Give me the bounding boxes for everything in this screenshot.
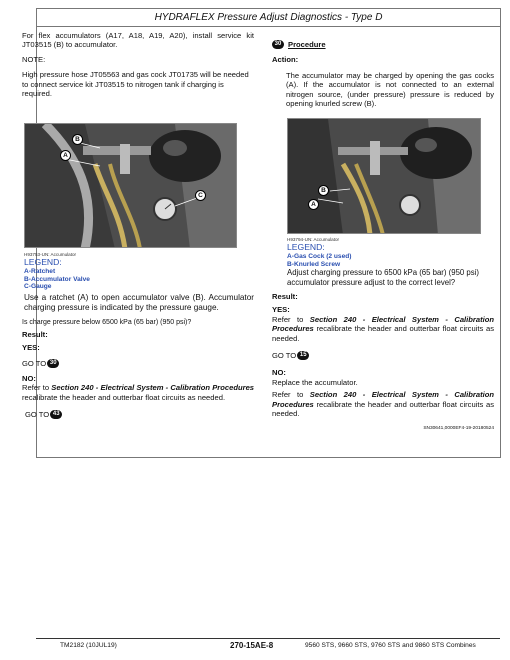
callout-c: C (195, 190, 206, 201)
no-text: Refer to Section 240 - Electrical System - Calibration Procedures recalibrate the header and outterbar float circuits as needed. (22, 383, 255, 402)
callout-b: B (318, 185, 329, 196)
page-title: HYDRAFLEX Pressure Adjust Diagnostics - Type D (37, 9, 500, 27)
callout-a: A (308, 199, 319, 210)
step-number-badge: 30 (272, 40, 284, 49)
legend-item: C-Gauge (24, 283, 52, 291)
callout-b: B (72, 134, 83, 145)
footer-models: 9560 STS, 9660 STS, 9760 STS and 9860 STS Combines (305, 642, 476, 649)
no-text: Replace the accumulator. (272, 377, 358, 387)
goto-yes-link[interactable] (272, 351, 494, 360)
intro-text: For flex accumulators (A17, A18, A19, A20), install service kit JT03515 (B) to accumulator. (22, 31, 254, 50)
photo-code-2: H93794-UN: Accumulator (287, 237, 340, 243)
right-column (272, 40, 494, 434)
photo-code-1: H93753-UN: Accumulator (24, 252, 77, 258)
action-label: Action: (272, 55, 299, 65)
goto-label: GO TO (272, 350, 297, 360)
goto-label: GO TO (25, 410, 50, 420)
callout-a: A (60, 150, 71, 161)
accumulator-photo-2 (287, 118, 481, 234)
result-label: Result: (272, 291, 298, 301)
legend-title-1: LEGEND: (24, 257, 62, 268)
question-text: Is charge pressure below 6500 kPa (65 bar) (950 psi)? (22, 319, 192, 327)
legend-item: B-Knurled Screw (287, 260, 341, 268)
note-text: High pressure hose JT05563 and gas cock JT01735 will be needed to connect service kit JT03515 to nitrogen tank if charging is required. (22, 70, 249, 99)
section-reference: Section 240 - Electrical System - Calibration Procedures (272, 390, 494, 409)
section-reference: Section 240 - Electrical System - Calibration Procedures (51, 383, 255, 393)
instruction-text: Use a ratchet (A) to open accumulator valve (B). Accumulator charging pressure is indicated by the pressure gauge. (24, 292, 254, 312)
procedure-label: Procedure (288, 40, 326, 49)
step-number-badge: 43 (50, 410, 62, 419)
step-number-badge: 30 (47, 359, 59, 368)
yes-label: YES: (272, 305, 290, 315)
goto-label: GO TO (22, 358, 47, 368)
left-column (22, 31, 254, 420)
adjust-text: Adjust charging pressure to 6500 kPa (65 bar) (950 psi) accumulator pressure adjust to the correct level? (287, 268, 479, 287)
action-text: The accumulator may be charged by opening the gas cocks (A). If the accumulator is not connected to an external nitrogen source, (under pressure) pressure is reduced by opening knurled screw (B). (286, 70, 494, 109)
note-label: NOTE: (22, 54, 46, 64)
document-reference: SN30641,0000EF4-19-20180524 (423, 426, 494, 432)
result-label: Result: (22, 329, 48, 339)
procedure-heading (272, 40, 494, 49)
legend-item: A-Ratchet (24, 267, 56, 275)
step-number-badge: 15 (297, 351, 309, 360)
legend-item: A-Gas Cock (2 used) (287, 252, 352, 260)
no-label: NO: (272, 368, 286, 378)
footer-doc-id: TM2182 (10JUL19) (60, 642, 117, 649)
goto-no-link[interactable] (25, 410, 254, 419)
legend-title-2: LEGEND: (287, 242, 325, 253)
legend-item: B-Accumulator Valve (24, 275, 90, 283)
goto-yes-link[interactable] (22, 359, 254, 368)
accumulator-photo-1 (24, 123, 237, 248)
no-refer-text: Refer to Section 240 - Electrical System - Calibration Procedures recalibrate the header and outterbar float circuits as needed. (272, 390, 494, 418)
footer-divider (36, 638, 500, 639)
yes-label: YES: (22, 343, 40, 353)
no-label: NO: (22, 373, 36, 383)
footer-page-number: 270-15AE-8 (230, 641, 274, 650)
yes-text: Refer to Section 240 - Electrical System - Calibration Procedures recalibrate the header and outterbar float circuits as needed. (272, 314, 494, 343)
section-reference: Section 240 - Electrical System - Calibration Procedures (272, 314, 494, 334)
